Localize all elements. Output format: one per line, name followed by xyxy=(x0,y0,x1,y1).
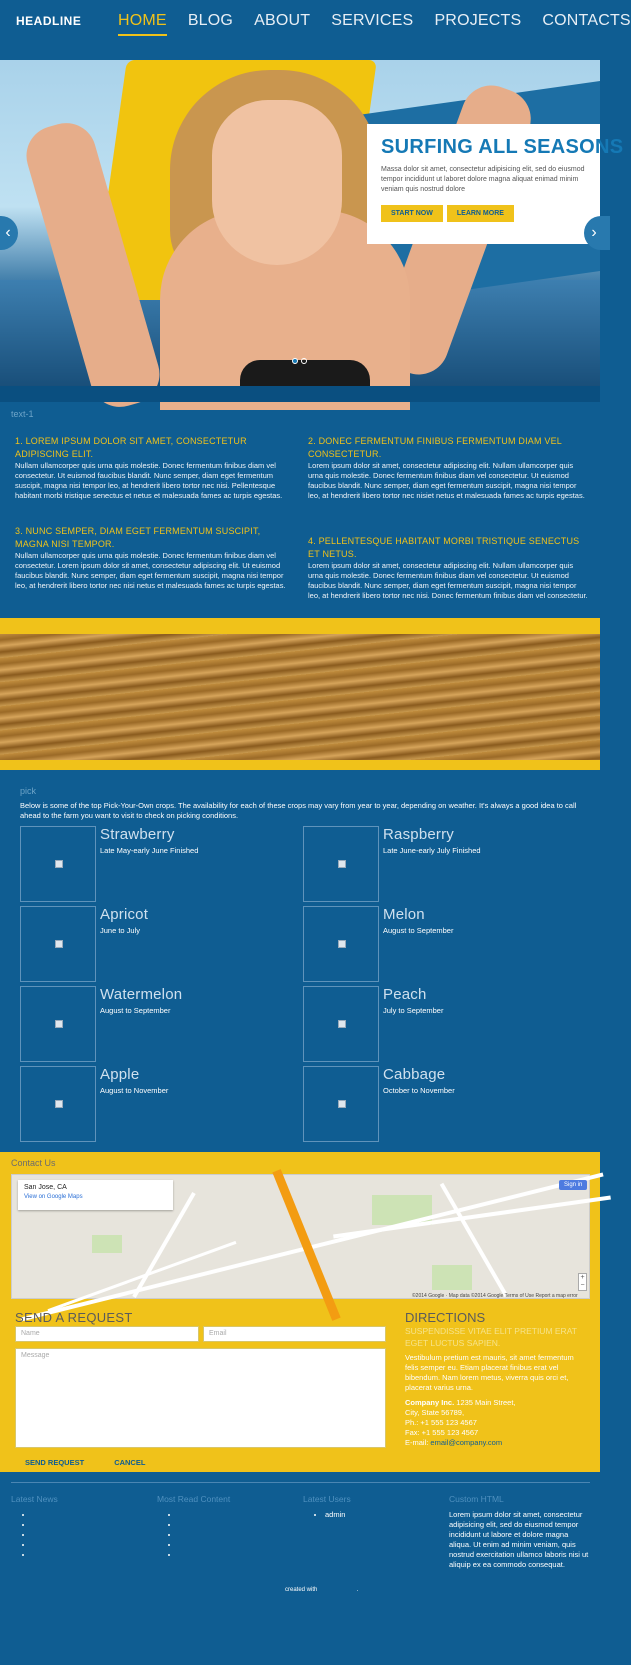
fruit-name: Apple xyxy=(100,1066,140,1083)
list-item xyxy=(20,1066,290,1142)
company-address xyxy=(405,1398,585,1448)
learn-more-button[interactable]: LEARN MORE xyxy=(447,205,514,222)
text-item-body: Nullam ullamcorper quis urna quis molestie. Donec fermentum finibus diam vel consectetur. Ut euismod faucibus blandit. Nunc semper, diam eget fermentum suscipit, magna nisi tempor leo, at hendrerit libero tortor nec nisi. Pellentesque habitant morbi tristique senectus et netus et malesuada fames ac turpis egestas. xyxy=(15,461,283,500)
nav-projects[interactable]: PROJECTS xyxy=(434,12,522,29)
address-fax: Fax: +1 555 123 4567 xyxy=(405,1428,479,1437)
list-item xyxy=(20,826,290,902)
footer-heading: Custom HTML xyxy=(449,1494,504,1504)
fruit-name: Raspberry xyxy=(383,826,454,843)
send-request-button[interactable]: SEND REQUEST xyxy=(25,1458,85,1467)
send-request-title: SEND A REQUEST xyxy=(15,1310,133,1325)
created-with-text: created with xyxy=(285,1587,318,1593)
slider-dots xyxy=(292,358,307,364)
fruit-season: August to November xyxy=(100,1086,169,1095)
fruit-image[interactable] xyxy=(303,986,379,1062)
text-item xyxy=(15,525,295,591)
nav-home[interactable]: HOME xyxy=(118,12,167,36)
map-zoom-control[interactable] xyxy=(578,1273,587,1291)
footer-most-read xyxy=(157,1494,297,1560)
list-item[interactable] xyxy=(33,1510,151,1520)
view-on-google-maps-link[interactable]: View on Google Maps xyxy=(24,1194,83,1200)
list-item xyxy=(303,1066,573,1142)
slider-dot-1[interactable] xyxy=(292,358,298,364)
footer-custom-html xyxy=(449,1494,589,1570)
hero-text: Massa dolor sit amet, consectetur adipisicing elit, sed do eiusmod tempor incididunt ut laboret dolore magna aliquat enimad minim veniam quis nostrud dolore xyxy=(381,166,585,193)
sand-image xyxy=(0,634,600,760)
map-highway xyxy=(272,1169,340,1321)
list-item[interactable] xyxy=(179,1530,297,1540)
fruit-name: Melon xyxy=(383,906,425,923)
fruit-name: Strawberry xyxy=(100,826,175,843)
list-item[interactable] xyxy=(179,1510,297,1520)
broken-image-icon xyxy=(55,1100,63,1108)
fruit-name: Peach xyxy=(383,986,427,1003)
broken-image-icon xyxy=(55,940,63,948)
site-logo[interactable]: HEADLINE xyxy=(16,14,82,28)
credit-period: . xyxy=(356,1587,359,1593)
hero-title: SURFING ALL SEASONS xyxy=(381,136,624,158)
yellow-band-top xyxy=(0,618,600,634)
fruit-season: Late May-early June Finished xyxy=(100,846,199,855)
footer-credit xyxy=(285,1587,358,1593)
list-item[interactable] xyxy=(179,1540,297,1550)
email-label: E-mail: xyxy=(405,1438,431,1447)
address-street: 1235 Main Street, xyxy=(456,1398,516,1407)
map-park xyxy=(432,1265,472,1290)
hero-caption-card xyxy=(367,124,624,244)
list-item[interactable] xyxy=(33,1520,151,1530)
broken-image-icon xyxy=(338,940,346,948)
google-map[interactable] xyxy=(11,1174,590,1299)
directions-body: Vestibulum pretium est mauris, sit amet fermentum felis semper eu. Etiam placerat finibus erat vel bibendum. Nam lorem metus, viverra quis orci et, placerat varius urna. xyxy=(405,1353,574,1392)
text-item xyxy=(15,435,295,501)
footer-latest-users xyxy=(303,1494,443,1520)
message-field[interactable]: Message xyxy=(15,1348,386,1448)
company-name: Company Inc. xyxy=(405,1398,455,1407)
yellow-band-bottom xyxy=(0,760,600,770)
name-field[interactable]: Name xyxy=(15,1326,199,1342)
start-now-button[interactable]: START NOW xyxy=(381,205,443,222)
map-place-name: San Jose, CA xyxy=(24,1184,67,1191)
fruit-name: Cabbage xyxy=(383,1066,446,1083)
fruit-season: October to November xyxy=(383,1086,455,1095)
fruit-season: Late June-early July Finished xyxy=(383,846,481,855)
map-credit: ©2014 Google · Map data ©2014 Google Terms of Use Report a map error xyxy=(412,1293,578,1299)
request-actions xyxy=(25,1458,145,1467)
list-item xyxy=(303,826,573,902)
next-slide-icon[interactable]: › xyxy=(584,216,610,250)
list-item[interactable] xyxy=(179,1520,297,1530)
list-item[interactable] xyxy=(33,1540,151,1550)
fruit-image[interactable] xyxy=(303,1066,379,1142)
section-label-pick: pick xyxy=(20,786,37,796)
user-link[interactable]: • admin xyxy=(325,1510,443,1520)
nav-contacts[interactable]: CONTACTS xyxy=(542,12,631,29)
list-item xyxy=(20,986,290,1062)
fruit-image[interactable] xyxy=(20,986,96,1062)
footer-divider xyxy=(11,1482,590,1483)
broken-image-icon xyxy=(338,1100,346,1108)
map-signin-button[interactable]: Sign in xyxy=(559,1180,587,1190)
main-nav xyxy=(118,12,631,36)
text-item-title: 1. LOREM IPSUM DOLOR SIT AMET, CONSECTETUR ADIPISCING ELIT. xyxy=(15,436,247,459)
broken-image-icon xyxy=(338,1020,346,1028)
text-item-title: 4. PELLENTESQUE HABITANT MORBI TRISTIQUE SENECTUS ET NETUS. xyxy=(308,536,580,559)
list-item[interactable] xyxy=(33,1550,151,1560)
footer-heading: Most Read Content xyxy=(157,1494,231,1504)
fruit-season: August to September xyxy=(100,1006,171,1015)
broken-image-icon xyxy=(55,1020,63,1028)
footer-latest-news xyxy=(11,1494,151,1560)
list-item xyxy=(303,986,573,1062)
address-city: City, State 56789, xyxy=(405,1408,465,1417)
list-item xyxy=(303,906,573,982)
directions-subtitle: SUSPENDISSE VITAE ELIT PRETIUM ERAT EGET LUCTUS SAPIEN. xyxy=(405,1326,577,1348)
footer-heading: Latest Users xyxy=(303,1494,351,1504)
section-label-contact: Contact Us xyxy=(11,1158,56,1168)
directions-title: DIRECTIONS xyxy=(405,1310,486,1325)
zoom-out-icon[interactable]: − xyxy=(580,1282,585,1289)
pick-intro: Below is some of the top Pick-Your-Own crops. The availability for each of these crops may vary from year to year, depending on weather. It's always a good idea to call ahead to the farm you want to visit to check on picking conditions. xyxy=(20,801,577,820)
text-item-title: 2. DONEC FERMENTUM FINIBUS FERMENTUM DIAM VEL CONSECTETUR. xyxy=(308,436,562,459)
hero-face xyxy=(212,100,342,265)
broken-image-icon xyxy=(338,860,346,868)
nav-services[interactable]: SERVICES xyxy=(331,12,414,29)
footer-heading: Latest News xyxy=(11,1494,58,1504)
site-header xyxy=(0,0,631,60)
fruit-image[interactable] xyxy=(20,1066,96,1142)
fruit-season: July to September xyxy=(383,1006,444,1015)
list-item[interactable] xyxy=(33,1530,151,1540)
fruit-name: Apricot xyxy=(100,906,149,923)
fruit-season: August to September xyxy=(383,926,454,935)
hero-bottom-strip xyxy=(0,386,600,402)
fruit-season: June to July xyxy=(100,926,141,935)
fruit-name: Watermelon xyxy=(100,986,183,1003)
text-item-body: Lorem ipsum dolor sit amet, consectetur adipiscing elit. Nullam ullamcorper quis urna quis molestie. Donec fermentum finibus diam vel consectetur. Ut euismod faucibus blandit. Nunc semper, diam eget fermentum suscipit, magna nisi tempor leo, at hendrerit libero tortor nec nisiet netus et malesuada fames ac turpis egestas. xyxy=(308,461,585,500)
text-item-body: Lorem ipsum dolor sit amet, consectetur adipiscing elit. Nullam ullamcorper quis urna quis molestie. Donec fermentum finibus diam vel consectetur. Ut euismod faucibus blandit. Nunc semper, diam eget fermentum suscipit, magna nisi tempor leo, at hendrerit libero tortor nec nisi. Donec fermentum finibus diam vel consectetur. xyxy=(308,561,588,600)
cancel-button[interactable]: CANCEL xyxy=(114,1458,146,1467)
zoom-in-icon[interactable]: + xyxy=(580,1274,585,1281)
slider-dot-2[interactable] xyxy=(301,358,307,364)
address-phone: Ph.: +1 555 123 4567 xyxy=(405,1418,477,1427)
nav-about[interactable]: ABOUT xyxy=(254,12,311,29)
nav-blog[interactable]: BLOG xyxy=(187,12,234,29)
prev-slide-icon[interactable]: ‹ xyxy=(0,216,18,250)
text-item xyxy=(308,435,588,501)
broken-image-icon xyxy=(55,860,63,868)
list-item xyxy=(20,906,290,982)
hero-slider xyxy=(0,60,624,386)
map-infobox xyxy=(18,1180,173,1210)
fruit-image[interactable] xyxy=(303,906,379,982)
email-field[interactable]: Email xyxy=(203,1326,386,1342)
fruit-image[interactable] xyxy=(20,906,96,982)
list-item[interactable] xyxy=(179,1550,297,1560)
text-item-title: 3. NUNC SEMPER, DIAM EGET FERMENTUM SUSCIPIT, MAGNA NISI TEMPOR. xyxy=(15,526,261,549)
company-email-link[interactable]: email@company.com xyxy=(430,1438,503,1447)
footer-custom-text: Lorem ipsum dolor sit amet, consectetur adipisicing elit, sed do eiusmod tempor incididunt ut labore et dolore magna aliqua. Ut enim ad minim veniam, quis nostrud exercitation ullamco laboris nisi ut aliquip ex ea commodo consequat. xyxy=(449,1510,589,1569)
section-label-text-1: text-1 xyxy=(11,409,34,419)
fruit-image[interactable] xyxy=(303,826,379,902)
text-item-body: Nullam ullamcorper quis urna quis molestie. Donec fermentum finibus diam vel consectetur. Lorem ipsum dolor sit amet, consectetur adipiscing elit. Ut euismod faucibus blandit. Nunc semper, diam eget fermentum suscipit, magna nisi tempor leo, at hendrerit libero tortor nec nisi netus et malesuada fames ac turpis egestas. xyxy=(15,551,286,590)
text-item xyxy=(308,535,588,601)
map-park xyxy=(92,1235,122,1253)
fruit-image[interactable] xyxy=(20,826,96,902)
